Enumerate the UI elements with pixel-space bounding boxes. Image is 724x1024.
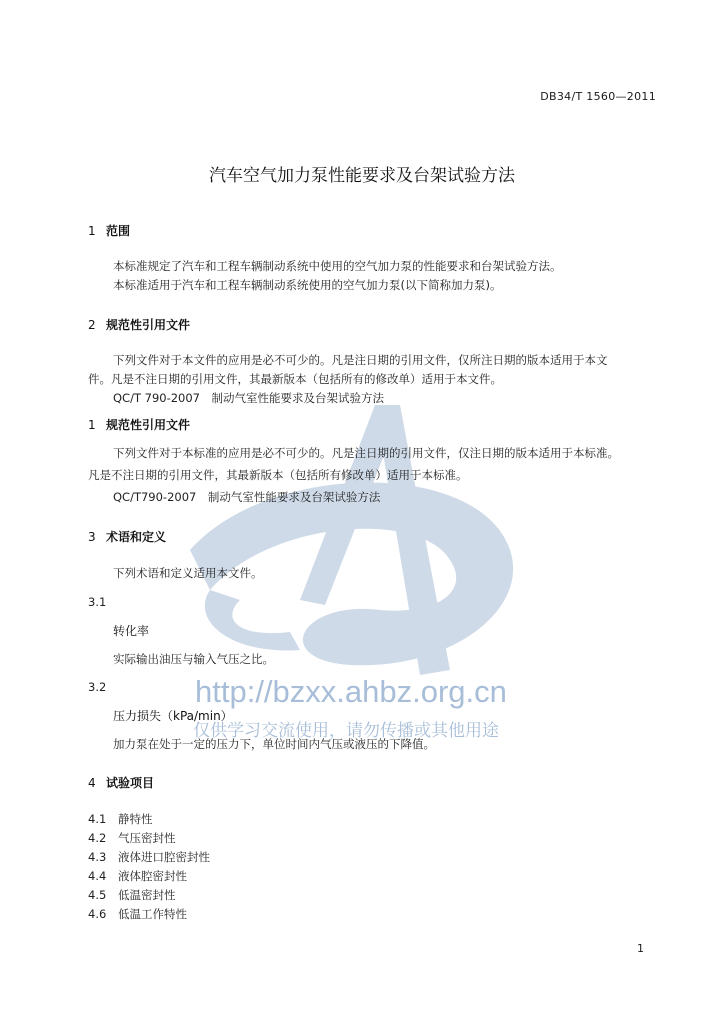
section-2-heading bbox=[88, 316, 190, 333]
item-label: 低温密封性 bbox=[118, 888, 176, 902]
section-title: 术语和定义 bbox=[106, 530, 167, 544]
watermark-url: http://bzxx.ahbz.org.cn bbox=[195, 674, 507, 709]
section-number: 3 bbox=[88, 530, 96, 544]
paragraph: 本标准适用于汽车和工程车辆制动系统使用的空气加力泵(以下简称加力泵)。 bbox=[113, 278, 502, 292]
item-number: 4.5 bbox=[88, 888, 107, 902]
section-title: 范围 bbox=[106, 224, 131, 238]
section-4-heading bbox=[88, 774, 154, 791]
item-number: 4.2 bbox=[88, 831, 107, 845]
list-item bbox=[88, 811, 153, 827]
section-1-heading bbox=[88, 222, 130, 239]
item-number: 4.4 bbox=[88, 869, 107, 883]
item-label: 低温工作特性 bbox=[118, 907, 187, 921]
section-number: 1 bbox=[88, 418, 96, 432]
paragraph: 凡是不注日期的引用文件，其最新版本（包括所有修改单）适用于本标准。 bbox=[88, 468, 468, 482]
page-number: 1 bbox=[637, 942, 644, 955]
reference-item: QC/T790-2007 制动气室性能要求及台架试验方法 bbox=[113, 490, 381, 504]
paragraph: 本标准规定了汽车和工程车辆制动系统中使用的空气加力泵的性能要求和台架试验方法。 bbox=[113, 259, 562, 273]
item-label: 静特性 bbox=[118, 812, 153, 826]
section-number: 4 bbox=[88, 776, 96, 790]
paragraph: 件。凡是不注日期的引用文件，其最新版本（包括所有的修改单）适用于本文件。 bbox=[88, 372, 502, 386]
paragraph: 下列文件对于本标准的应用是必不可少的。凡是注日期的引用文件，仅注日期的版本适用于本标准。 bbox=[113, 446, 619, 460]
list-item bbox=[88, 868, 187, 884]
item-label: 气压密封性 bbox=[118, 831, 176, 845]
subsection-number: 3.2 bbox=[88, 680, 107, 694]
term-definition: 加力泵在处于一定的压力下，单位时间内气压或液压的下降值。 bbox=[113, 737, 435, 751]
term-name: 转化率 bbox=[113, 624, 150, 638]
reference-item: QC/T 790-2007 制动气室性能要求及台架试验方法 bbox=[113, 391, 385, 405]
list-item bbox=[88, 887, 176, 903]
list-item bbox=[88, 830, 176, 846]
item-number: 4.1 bbox=[88, 812, 107, 826]
section-title: 规范性引用文件 bbox=[106, 418, 191, 432]
watermark-logo bbox=[150, 400, 570, 690]
term-definition: 实际输出油压与输入气压之比。 bbox=[113, 652, 274, 666]
item-number: 4.6 bbox=[88, 907, 107, 921]
subsection-number: 3.1 bbox=[88, 595, 107, 609]
section-number: 1 bbox=[88, 224, 96, 238]
document-title: 汽车空气加力泵性能要求及台架试验方法 bbox=[209, 166, 515, 186]
section-number: 2 bbox=[88, 318, 96, 332]
section-3-heading bbox=[88, 528, 166, 545]
item-label: 液体进口腔密封性 bbox=[118, 850, 210, 864]
section-title: 规范性引用文件 bbox=[106, 318, 191, 332]
term-name: 压力损失（kPa/min） bbox=[113, 709, 233, 723]
item-label: 液体腔密封性 bbox=[118, 869, 187, 883]
section-title: 试验项目 bbox=[106, 776, 155, 790]
list-item bbox=[88, 849, 210, 865]
standard-code: DB34/T 1560—2011 bbox=[540, 90, 656, 103]
paragraph: 下列术语和定义适用本文件。 bbox=[113, 566, 263, 580]
paragraph: 下列文件对于本文件的应用是必不可少的。凡是注日期的引用文件，仅所注日期的版本适用于本文 bbox=[113, 353, 608, 367]
list-item bbox=[88, 906, 187, 922]
section-duplicate-heading bbox=[88, 416, 190, 433]
item-number: 4.3 bbox=[88, 850, 107, 864]
watermark-note: 仅供学习交流使用，请勿传播或其他用途 bbox=[193, 721, 499, 741]
